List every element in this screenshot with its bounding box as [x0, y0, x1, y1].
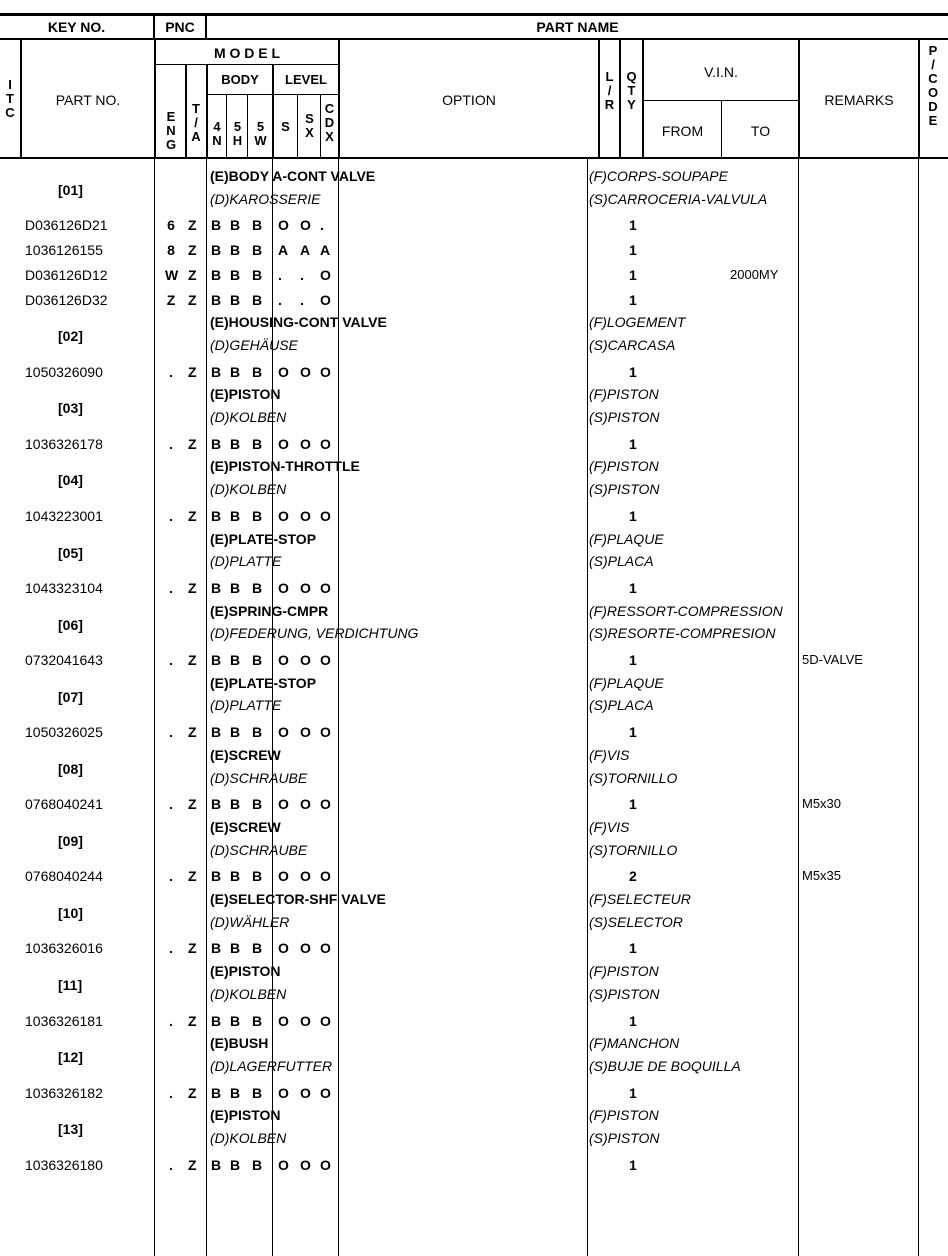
remark: M5x30: [802, 796, 842, 812]
body-5h: B: [230, 940, 241, 957]
level-sx: A: [300, 242, 311, 259]
body-4n: B: [211, 652, 222, 668]
quantity: 1: [629, 242, 637, 259]
eng-code: .: [169, 435, 173, 452]
level-cdx: O: [320, 652, 331, 668]
body-4n: B: [211, 724, 222, 741]
body-5h: B: [230, 266, 241, 283]
body-5h: B: [230, 796, 241, 813]
ta-code: Z: [188, 291, 197, 308]
quantity: 1: [629, 796, 637, 813]
level-s: O: [278, 652, 289, 668]
body-4n: B: [211, 291, 222, 308]
part-number: 1036326178: [25, 435, 103, 452]
ta-code: Z: [188, 1084, 197, 1101]
level-cdx: O: [320, 363, 331, 380]
header-eng: E N G: [165, 109, 177, 152]
body-4n: B: [211, 242, 222, 259]
option-german: (D)FEDERUNG, VERDICHTUNG: [210, 625, 419, 642]
eng-code: .: [169, 1012, 173, 1029]
level-cdx: O: [320, 266, 331, 283]
body-5w: B: [252, 242, 263, 259]
key-number: [13]: [58, 1121, 83, 1138]
key-number: [04]: [58, 472, 83, 489]
body-5h: B: [230, 507, 241, 524]
key-number: [08]: [58, 760, 83, 777]
ta-code: Z: [188, 363, 197, 380]
part-number: 1043223001: [25, 507, 103, 524]
body-4n: B: [211, 1012, 222, 1029]
ta-code: Z: [188, 1012, 197, 1029]
header-level: LEVEL: [285, 72, 327, 87]
body-4n: B: [211, 266, 222, 283]
body-5w: B: [252, 796, 263, 813]
quantity: 1: [629, 724, 637, 741]
body-4n: B: [211, 1156, 222, 1173]
option-french: (F)VIS: [589, 746, 630, 763]
key-number: [03]: [58, 400, 83, 417]
option-german: (D)PLATTE: [210, 697, 282, 714]
eng-code: .: [169, 1156, 173, 1173]
body-v-ta: [206, 159, 207, 1256]
level-cdx: O: [320, 579, 331, 596]
ta-code: Z: [188, 242, 197, 259]
v-qty: [642, 40, 644, 157]
body-v-remarks: [798, 159, 799, 1256]
body-4n: B: [211, 579, 222, 596]
level-s: O: [278, 435, 289, 452]
level-s: O: [278, 507, 289, 524]
header-body-4n: 4 N: [212, 119, 222, 148]
body-5h: B: [230, 217, 241, 234]
remark: M5x35: [802, 868, 842, 884]
header-vin-to: TO: [750, 123, 771, 139]
option-german: (D)KOLBEN: [210, 985, 287, 1002]
level-sx: O: [300, 1012, 311, 1029]
key-number: [06]: [58, 616, 83, 633]
ta-code: Z: [188, 940, 197, 957]
v-b5: [247, 95, 248, 157]
body-5h: B: [230, 1012, 241, 1029]
eng-code: .: [169, 724, 173, 741]
body-4n: B: [211, 217, 222, 234]
level-cdx: O: [320, 1084, 331, 1101]
body-v-option: [587, 159, 588, 1256]
level-cdx: O: [320, 868, 331, 885]
vin-from: 2000MY: [730, 266, 779, 282]
part-number: 1050326090: [25, 363, 103, 380]
level-s: .: [278, 266, 282, 283]
part-number: 0768040241: [25, 796, 103, 813]
ta-code: Z: [188, 579, 197, 596]
level-sx: O: [300, 435, 311, 452]
body-5h: B: [230, 868, 241, 885]
level-sx: O: [300, 579, 311, 596]
eng-code: .: [169, 652, 173, 668]
option-german: (D)SCHRAUBE: [210, 841, 308, 858]
option-german: (D)LAGERFUTTER: [210, 1057, 333, 1074]
header-itc: I T C: [5, 77, 15, 120]
level-sx: O: [300, 507, 311, 524]
option-english: (E)HOUSING-CONT VALVE: [210, 314, 387, 331]
option-english: (E)SCREW: [210, 746, 281, 763]
option-french: (F)SELECTEUR: [589, 891, 691, 907]
header-row1-bottom: [0, 38, 948, 40]
part-number: 1050326025: [25, 724, 103, 741]
body-5h: B: [230, 724, 241, 741]
option-spanish: (S)BUJE DE BOQUILLA: [589, 1057, 741, 1074]
option-french: (F)CORPS-SOUPAPE: [589, 168, 728, 184]
option-french: (F)PISTON: [589, 1107, 659, 1124]
eng-code: .: [169, 579, 173, 596]
key-number: [05]: [58, 544, 83, 561]
body-5w: B: [252, 507, 263, 524]
key-number: [02]: [58, 328, 83, 345]
level-cdx: O: [320, 940, 331, 957]
level-s: O: [278, 940, 289, 957]
header-lr: L / R: [604, 69, 615, 112]
body-5h: B: [230, 242, 241, 259]
level-cdx: O: [320, 507, 331, 524]
eng-code: 6: [167, 217, 175, 234]
eng-code: .: [169, 940, 173, 957]
option-english: (E)PLATE-STOP: [210, 674, 317, 691]
model-line: [155, 64, 340, 65]
header-level-s: S: [281, 119, 290, 134]
option-spanish: (S)PLACA: [589, 697, 654, 714]
part-number: 0768040244: [25, 868, 103, 885]
header-level-sx: S X: [305, 111, 314, 140]
header-vin-from: FROM: [661, 123, 704, 139]
eng-code: .: [169, 868, 173, 885]
body-5w: B: [252, 363, 263, 380]
eng-code: .: [169, 507, 173, 524]
eng-code: 8: [167, 242, 175, 259]
option-spanish: (S)TORNILLO: [589, 769, 678, 786]
quantity: 1: [629, 579, 637, 596]
body-4n: B: [211, 868, 222, 885]
option-english: (E)PISTON: [210, 1107, 281, 1124]
option-spanish: (S)PLACA: [589, 553, 654, 570]
part-number: 1036326016: [25, 940, 103, 957]
body-5w: B: [252, 291, 263, 308]
header-bottom: [0, 157, 948, 159]
option-english: (E)BUSH: [210, 1035, 269, 1052]
level-s: O: [278, 217, 289, 234]
option-french: (F)LOGEMENT: [589, 314, 686, 331]
level-s: O: [278, 1156, 289, 1173]
header-model: M O D E L: [213, 45, 281, 61]
quantity: 1: [629, 1084, 637, 1101]
level-s: O: [278, 868, 289, 885]
level-s: O: [278, 796, 289, 813]
eng-code: .: [169, 363, 173, 380]
part-number: D036126D12: [25, 266, 108, 283]
option-english: (E)PISTON: [210, 963, 281, 980]
quantity: 2: [629, 868, 637, 885]
header-level-cdx: C D X: [324, 101, 335, 144]
body-5h: B: [230, 363, 241, 380]
eng-code: Z: [166, 291, 176, 308]
option-french: (F)PLAQUE: [589, 674, 664, 691]
option-spanish: (S)TORNILLO: [589, 841, 678, 858]
key-number: [12]: [58, 1049, 83, 1066]
option-german: (D)GEHÄUSE: [210, 336, 298, 353]
level-s: O: [278, 579, 289, 596]
body-5h: B: [230, 1156, 241, 1173]
header-ta: T / A: [191, 101, 201, 144]
v-vin: [721, 100, 722, 157]
option-spanish: (S)SELECTOR: [589, 913, 683, 930]
level-s: .: [278, 291, 282, 308]
eng-code: .: [169, 796, 173, 813]
quantity: 1: [629, 435, 637, 452]
key-number: [01]: [58, 182, 83, 198]
option-spanish: (S)CARROCERIA-VALVULA: [589, 190, 768, 207]
quantity: 1: [629, 1012, 637, 1029]
ta-code: Z: [188, 724, 197, 741]
level-cdx: A: [320, 242, 331, 259]
option-german: (D)KOLBEN: [210, 481, 287, 498]
body-5h: B: [230, 1084, 241, 1101]
ta-code: Z: [188, 435, 197, 452]
body-4n: B: [211, 507, 222, 524]
header-option: OPTION: [442, 92, 496, 108]
option-english: (E)PLATE-STOP: [210, 530, 317, 547]
part-number: D036126D21: [25, 217, 108, 234]
body-4n: B: [211, 363, 222, 380]
level-cdx: O: [320, 724, 331, 741]
ta-code: Z: [188, 217, 197, 234]
key-number: [07]: [58, 688, 83, 705]
part-number: 1036326181: [25, 1012, 103, 1029]
level-sx: .: [300, 291, 304, 308]
option-spanish: (S)RESORTE-COMPRESION: [589, 625, 776, 642]
body-5w: B: [252, 652, 263, 668]
level-sx: .: [300, 266, 304, 283]
part-number: 0732041643: [25, 652, 103, 668]
option-english: (E)SCREW: [210, 818, 281, 835]
header-key-no: KEY NO.: [47, 19, 106, 35]
header-vin: V.I.N.: [704, 64, 738, 80]
body-v-partno: [154, 159, 155, 1256]
part-number: 1043323104: [25, 579, 103, 596]
body-5h: B: [230, 579, 241, 596]
quantity: 1: [629, 1156, 637, 1173]
level-cdx: O: [320, 1156, 331, 1173]
body-5w: B: [252, 435, 263, 452]
body-4n: B: [211, 796, 222, 813]
header-part-no: PART NO.: [55, 92, 121, 108]
quantity: 1: [629, 266, 637, 283]
level-sx: O: [300, 868, 311, 885]
eng-code: W: [165, 266, 179, 283]
body-5w: B: [252, 1084, 263, 1101]
option-english: (E)SELECTOR-SHF VALVE: [210, 891, 386, 907]
v-s: [297, 95, 298, 157]
header-part-name: PART NAME: [536, 19, 619, 35]
body-5w: B: [252, 579, 263, 596]
level-sx: O: [300, 1156, 311, 1173]
key-number: [09]: [58, 832, 83, 849]
level-s: O: [278, 724, 289, 741]
level-s: A: [278, 242, 289, 259]
level-cdx: O: [320, 291, 331, 308]
level-sx: O: [300, 652, 311, 668]
quantity: 1: [629, 652, 637, 668]
body-5w: B: [252, 724, 263, 741]
ta-code: Z: [188, 796, 197, 813]
option-spanish: (S)PISTON: [589, 985, 660, 1002]
option-english: (E)PISTON-THROTTLE: [210, 458, 360, 475]
option-german: (D)PLATTE: [210, 553, 282, 570]
option-german: (D)SCHRAUBE: [210, 769, 308, 786]
option-spanish: (S)PISTON: [589, 481, 660, 498]
option-english: (E)PISTON: [210, 386, 281, 403]
remark: 5D-VALVE: [802, 652, 863, 667]
option-french: (F)MANCHON: [589, 1035, 680, 1052]
part-number: 1036126155: [25, 242, 103, 259]
level-s: O: [278, 1012, 289, 1029]
body-5w: B: [252, 940, 263, 957]
key-number: [11]: [58, 977, 83, 994]
v-b4: [226, 95, 227, 157]
body-5w: B: [252, 217, 263, 234]
body-5h: B: [230, 435, 241, 452]
quantity: 1: [629, 940, 637, 957]
level-cdx: O: [320, 1012, 331, 1029]
option-spanish: (S)PISTON: [589, 409, 660, 425]
body-5w: B: [252, 266, 263, 283]
option-german: (D)WÄHLER: [210, 913, 290, 930]
ta-code: Z: [188, 652, 197, 668]
body-4n: B: [211, 435, 222, 452]
top-border: [0, 13, 948, 16]
quantity: 1: [629, 363, 637, 380]
header-body-5h: 5 H: [232, 119, 243, 148]
quantity: 1: [629, 217, 637, 234]
part-number: 1036326180: [25, 1156, 103, 1173]
option-german: (D)KAROSSERIE: [210, 190, 321, 207]
level-s: O: [278, 1084, 289, 1101]
option-french: (F)PISTON: [589, 963, 659, 980]
part-number: D036126D32: [25, 291, 108, 308]
body-4n: B: [211, 1084, 222, 1101]
header-pnc: PNC: [165, 19, 195, 35]
level-sx: O: [300, 796, 311, 813]
level-sx: O: [300, 724, 311, 741]
body-5w: B: [252, 868, 263, 885]
key-number: [10]: [58, 905, 83, 921]
header-qty: Q T Y: [626, 69, 637, 112]
ta-code: Z: [188, 266, 197, 283]
level-s: O: [278, 363, 289, 380]
header-body-5w: 5 W: [254, 119, 267, 148]
option-german: (D)KOLBEN: [210, 1130, 287, 1146]
header-pcode: P / C O D E: [927, 43, 939, 128]
ta-code: Z: [188, 1156, 197, 1173]
body-5h: B: [230, 291, 241, 308]
header-remarks: REMARKS: [824, 92, 894, 108]
option-french: (F)RESSORT-COMPRESSION: [589, 602, 783, 619]
header-body: BODY: [221, 72, 259, 87]
level-cdx: O: [320, 796, 331, 813]
option-spanish: (S)PISTON: [589, 1130, 660, 1146]
level-sx: O: [300, 1084, 311, 1101]
option-french: (F)VIS: [589, 818, 630, 835]
level-cdx: O: [320, 435, 331, 452]
eng-code: .: [169, 1084, 173, 1101]
level-sx: O: [300, 940, 311, 957]
body-5w: B: [252, 1156, 263, 1173]
body-5h: B: [230, 652, 241, 668]
quantity: 1: [629, 507, 637, 524]
body-v-pcode: [918, 159, 919, 1256]
option-english: (E)BODY A-CONT VALVE: [210, 168, 376, 184]
ta-code: Z: [188, 507, 197, 524]
body-5w: B: [252, 1012, 263, 1029]
level-sx: O: [300, 217, 311, 234]
quantity: 1: [629, 291, 637, 308]
option-german: (D)KOLBEN: [210, 409, 287, 425]
option-english: (E)SPRING-CMPR: [210, 602, 329, 619]
ta-code: Z: [188, 868, 197, 885]
option-french: (F)PISTON: [589, 386, 659, 403]
level-cdx: .: [320, 217, 324, 234]
option-french: (F)PISTON: [589, 458, 659, 475]
option-french: (F)PLAQUE: [589, 530, 664, 547]
body-4n: B: [211, 940, 222, 957]
level-sx: O: [300, 363, 311, 380]
part-number: 1036326182: [25, 1084, 103, 1101]
option-spanish: (S)CARCASA: [589, 336, 676, 353]
